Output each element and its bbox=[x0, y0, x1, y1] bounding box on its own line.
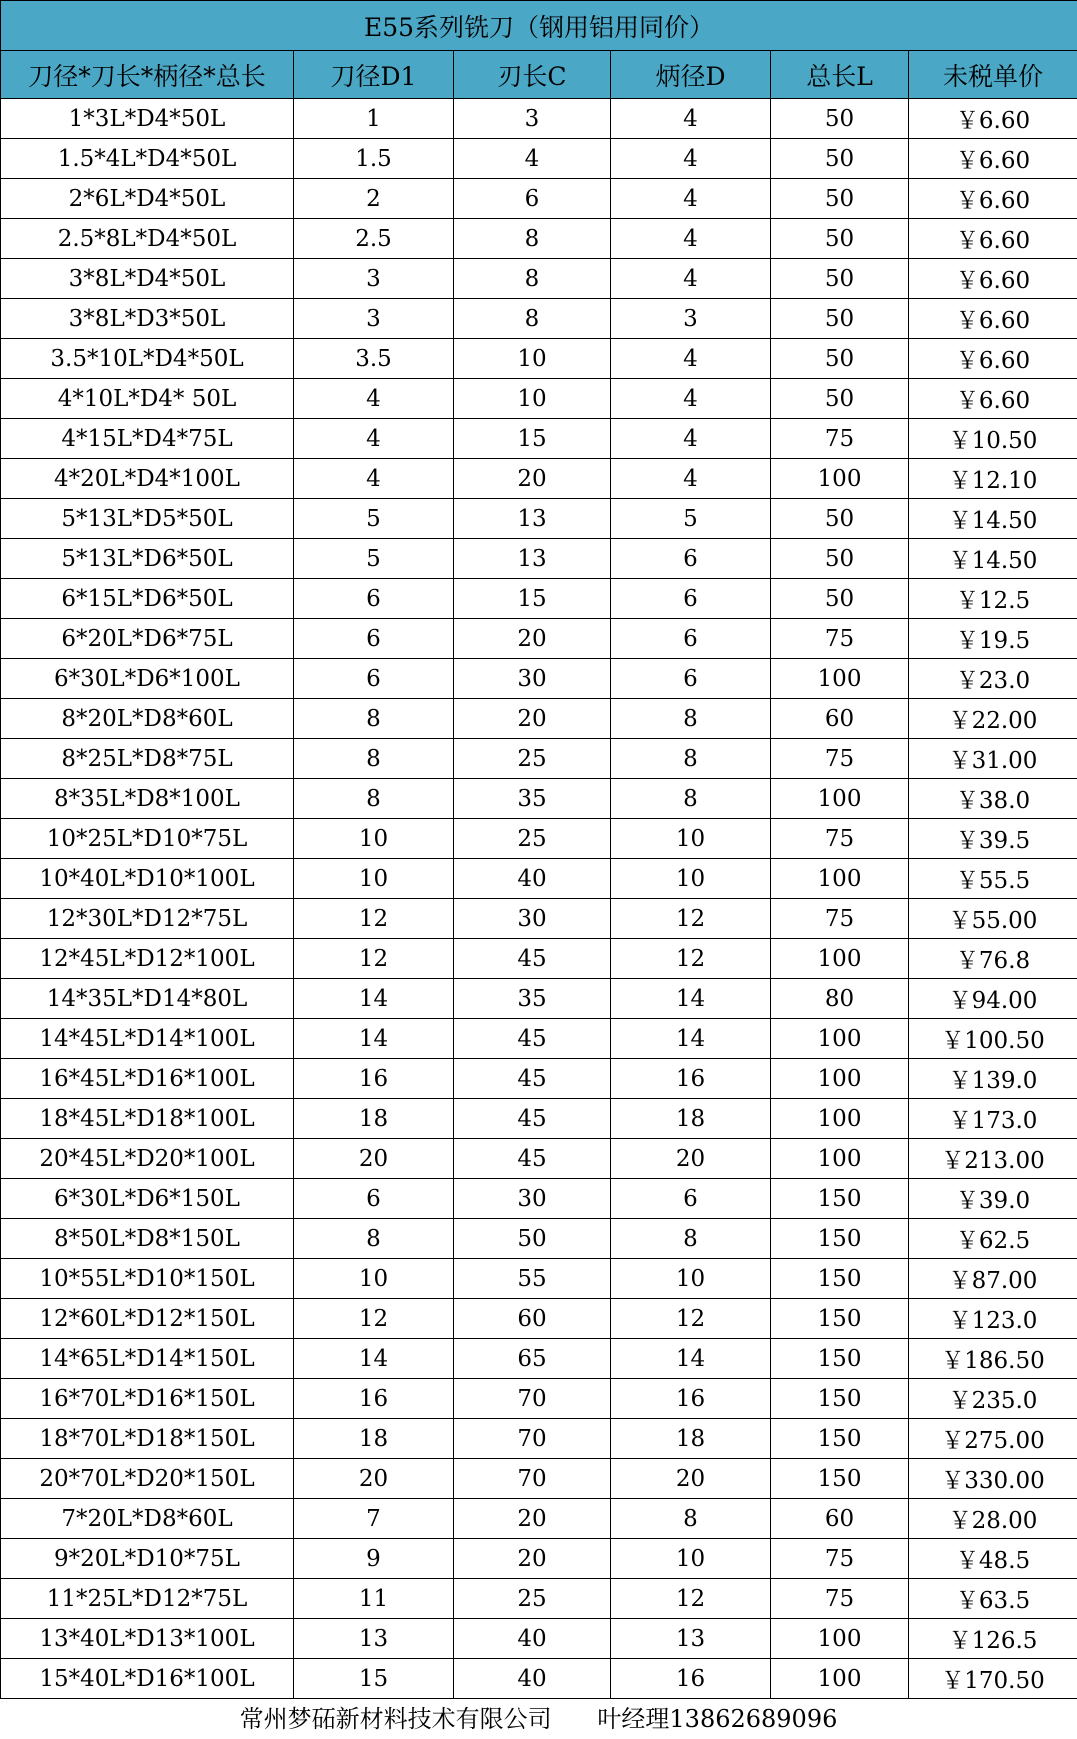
cell-blade-length: 70 bbox=[454, 1379, 611, 1419]
cell-price: ￥62.5 bbox=[909, 1219, 1077, 1259]
cell-price: ￥100.50 bbox=[909, 1019, 1077, 1059]
table-row bbox=[1, 299, 1077, 339]
cell-diameter: 16 bbox=[294, 1059, 454, 1099]
cell-spec: 6*30L*D6*100L bbox=[1, 659, 294, 699]
cell-total-length: 50 bbox=[771, 499, 909, 539]
cell-total-length: 100 bbox=[771, 1619, 909, 1659]
cell-shank-diameter: 16 bbox=[611, 1659, 771, 1699]
cell-spec: 4*10L*D4* 50L bbox=[1, 379, 294, 419]
cell-total-length: 150 bbox=[771, 1219, 909, 1259]
cell-total-length: 50 bbox=[771, 339, 909, 379]
table-row bbox=[1, 859, 1077, 899]
cell-price: ￥76.8 bbox=[909, 939, 1077, 979]
table-row bbox=[1, 739, 1077, 779]
cell-spec: 9*20L*D10*75L bbox=[1, 1539, 294, 1579]
title-row bbox=[1, 1, 1077, 51]
cell-spec: 16*45L*D16*100L bbox=[1, 1059, 294, 1099]
cell-diameter: 4 bbox=[294, 419, 454, 459]
cell-total-length: 50 bbox=[771, 219, 909, 259]
cell-blade-length: 20 bbox=[454, 1539, 611, 1579]
table-row bbox=[1, 1579, 1077, 1619]
cell-shank-diameter: 10 bbox=[611, 819, 771, 859]
cell-price: ￥6.60 bbox=[909, 379, 1077, 419]
cell-total-length: 75 bbox=[771, 899, 909, 939]
table-row bbox=[1, 1619, 1077, 1659]
cell-blade-length: 40 bbox=[454, 1659, 611, 1699]
cell-price: ￥14.50 bbox=[909, 539, 1077, 579]
cell-price: ￥170.50 bbox=[909, 1659, 1077, 1699]
header-blade-length: 刃长C bbox=[454, 51, 611, 99]
cell-total-length: 50 bbox=[771, 539, 909, 579]
cell-blade-length: 25 bbox=[454, 739, 611, 779]
cell-spec: 8*50L*D8*150L bbox=[1, 1219, 294, 1259]
cell-total-length: 50 bbox=[771, 259, 909, 299]
cell-spec: 7*20L*D8*60L bbox=[1, 1499, 294, 1539]
cell-diameter: 4 bbox=[294, 459, 454, 499]
cell-blade-length: 13 bbox=[454, 499, 611, 539]
cell-blade-length: 13 bbox=[454, 539, 611, 579]
cell-price: ￥186.50 bbox=[909, 1339, 1077, 1379]
table-row bbox=[1, 699, 1077, 739]
cell-blade-length: 55 bbox=[454, 1259, 611, 1299]
header-row bbox=[1, 51, 1077, 99]
cell-diameter: 1.5 bbox=[294, 139, 454, 179]
cell-spec: 6*20L*D6*75L bbox=[1, 619, 294, 659]
cell-diameter: 12 bbox=[294, 899, 454, 939]
cell-blade-length: 45 bbox=[454, 939, 611, 979]
cell-diameter: 5 bbox=[294, 499, 454, 539]
cell-shank-diameter: 6 bbox=[611, 539, 771, 579]
cell-shank-diameter: 16 bbox=[611, 1059, 771, 1099]
table-row bbox=[1, 1499, 1077, 1539]
cell-spec: 12*30L*D12*75L bbox=[1, 899, 294, 939]
cell-spec: 3*8L*D3*50L bbox=[1, 299, 294, 339]
cell-price: ￥330.00 bbox=[909, 1459, 1077, 1499]
cell-price: ￥6.60 bbox=[909, 179, 1077, 219]
cell-price: ￥38.0 bbox=[909, 779, 1077, 819]
cell-diameter: 12 bbox=[294, 1299, 454, 1339]
cell-shank-diameter: 14 bbox=[611, 1339, 771, 1379]
cell-spec: 12*60L*D12*150L bbox=[1, 1299, 294, 1339]
cell-blade-length: 65 bbox=[454, 1339, 611, 1379]
cell-blade-length: 45 bbox=[454, 1139, 611, 1179]
cell-spec: 12*45L*D12*100L bbox=[1, 939, 294, 979]
cell-diameter: 4 bbox=[294, 379, 454, 419]
cell-spec: 3.5*10L*D4*50L bbox=[1, 339, 294, 379]
cell-price: ￥28.00 bbox=[909, 1499, 1077, 1539]
cell-price: ￥55.5 bbox=[909, 859, 1077, 899]
footer bbox=[0, 1700, 1077, 1739]
header-spec: 刀径*刀长*柄径*总长 bbox=[1, 51, 294, 99]
cell-total-length: 100 bbox=[771, 459, 909, 499]
cell-shank-diameter: 14 bbox=[611, 979, 771, 1019]
cell-total-length: 150 bbox=[771, 1259, 909, 1299]
cell-spec: 15*40L*D16*100L bbox=[1, 1659, 294, 1699]
cell-blade-length: 10 bbox=[454, 339, 611, 379]
cell-total-length: 75 bbox=[771, 419, 909, 459]
cell-shank-diameter: 4 bbox=[611, 459, 771, 499]
cell-blade-length: 35 bbox=[454, 979, 611, 1019]
cell-spec: 5*13L*D5*50L bbox=[1, 499, 294, 539]
cell-price: ￥213.00 bbox=[909, 1139, 1077, 1179]
cell-blade-length: 3 bbox=[454, 99, 611, 139]
cell-shank-diameter: 6 bbox=[611, 619, 771, 659]
cell-price: ￥275.00 bbox=[909, 1419, 1077, 1459]
cell-blade-length: 30 bbox=[454, 659, 611, 699]
cell-spec: 2*6L*D4*50L bbox=[1, 179, 294, 219]
cell-shank-diameter: 8 bbox=[611, 1499, 771, 1539]
cell-diameter: 18 bbox=[294, 1099, 454, 1139]
table-row bbox=[1, 179, 1077, 219]
table-row bbox=[1, 379, 1077, 419]
cell-spec: 6*15L*D6*50L bbox=[1, 579, 294, 619]
table-row bbox=[1, 1059, 1077, 1099]
cell-shank-diameter: 4 bbox=[611, 179, 771, 219]
cell-diameter: 13 bbox=[294, 1619, 454, 1659]
cell-shank-diameter: 8 bbox=[611, 1219, 771, 1259]
cell-shank-diameter: 12 bbox=[611, 1299, 771, 1339]
cell-blade-length: 8 bbox=[454, 259, 611, 299]
cell-blade-length: 8 bbox=[454, 219, 611, 259]
cell-price: ￥31.00 bbox=[909, 739, 1077, 779]
cell-spec: 8*25L*D8*75L bbox=[1, 739, 294, 779]
cell-diameter: 8 bbox=[294, 779, 454, 819]
cell-total-length: 100 bbox=[771, 1659, 909, 1699]
cell-blade-length: 25 bbox=[454, 819, 611, 859]
cell-spec: 20*70L*D20*150L bbox=[1, 1459, 294, 1499]
table-row bbox=[1, 979, 1077, 1019]
cell-shank-diameter: 12 bbox=[611, 939, 771, 979]
cell-blade-length: 20 bbox=[454, 459, 611, 499]
cell-blade-length: 8 bbox=[454, 299, 611, 339]
cell-shank-diameter: 6 bbox=[611, 1179, 771, 1219]
cell-shank-diameter: 12 bbox=[611, 899, 771, 939]
cell-price: ￥235.0 bbox=[909, 1379, 1077, 1419]
header-total-length: 总长L bbox=[771, 51, 909, 99]
cell-spec: 18*45L*D18*100L bbox=[1, 1099, 294, 1139]
cell-price: ￥173.0 bbox=[909, 1099, 1077, 1139]
cell-price: ￥6.60 bbox=[909, 299, 1077, 339]
cell-spec: 10*55L*D10*150L bbox=[1, 1259, 294, 1299]
table-row bbox=[1, 1139, 1077, 1179]
cell-total-length: 75 bbox=[771, 819, 909, 859]
cell-price: ￥39.5 bbox=[909, 819, 1077, 859]
cell-diameter: 11 bbox=[294, 1579, 454, 1619]
cell-spec: 20*45L*D20*100L bbox=[1, 1139, 294, 1179]
cell-total-length: 50 bbox=[771, 99, 909, 139]
cell-blade-length: 20 bbox=[454, 1499, 611, 1539]
cell-diameter: 14 bbox=[294, 979, 454, 1019]
cell-total-length: 100 bbox=[771, 1019, 909, 1059]
cell-diameter: 10 bbox=[294, 819, 454, 859]
table-row bbox=[1, 1539, 1077, 1579]
cell-blade-length: 50 bbox=[454, 1219, 611, 1259]
cell-total-length: 100 bbox=[771, 1139, 909, 1179]
cell-price: ￥6.60 bbox=[909, 339, 1077, 379]
cell-shank-diameter: 6 bbox=[611, 659, 771, 699]
table-row bbox=[1, 1379, 1077, 1419]
cell-shank-diameter: 13 bbox=[611, 1619, 771, 1659]
table-row bbox=[1, 339, 1077, 379]
cell-spec: 3*8L*D4*50L bbox=[1, 259, 294, 299]
cell-total-length: 100 bbox=[771, 1099, 909, 1139]
cell-price: ￥12.5 bbox=[909, 579, 1077, 619]
table-row bbox=[1, 1259, 1077, 1299]
cell-price: ￥87.00 bbox=[909, 1259, 1077, 1299]
cell-blade-length: 30 bbox=[454, 1179, 611, 1219]
cell-blade-length: 60 bbox=[454, 1299, 611, 1339]
cell-diameter: 20 bbox=[294, 1459, 454, 1499]
cell-price: ￥139.0 bbox=[909, 1059, 1077, 1099]
cell-shank-diameter: 18 bbox=[611, 1099, 771, 1139]
table-row bbox=[1, 419, 1077, 459]
cell-diameter: 3 bbox=[294, 259, 454, 299]
cell-diameter: 9 bbox=[294, 1539, 454, 1579]
cell-spec: 5*13L*D6*50L bbox=[1, 539, 294, 579]
header-shank-diameter: 炳径D bbox=[611, 51, 771, 99]
table-row bbox=[1, 939, 1077, 979]
table-row bbox=[1, 259, 1077, 299]
cell-blade-length: 70 bbox=[454, 1419, 611, 1459]
table-row bbox=[1, 1219, 1077, 1259]
cell-spec: 16*70L*D16*150L bbox=[1, 1379, 294, 1419]
cell-total-length: 150 bbox=[771, 1339, 909, 1379]
table-row bbox=[1, 499, 1077, 539]
cell-spec: 8*20L*D8*60L bbox=[1, 699, 294, 739]
cell-price: ￥55.00 bbox=[909, 899, 1077, 939]
cell-diameter: 3.5 bbox=[294, 339, 454, 379]
cell-spec: 14*35L*D14*80L bbox=[1, 979, 294, 1019]
cell-diameter: 12 bbox=[294, 939, 454, 979]
cell-shank-diameter: 10 bbox=[611, 859, 771, 899]
cell-price: ￥10.50 bbox=[909, 419, 1077, 459]
table-row bbox=[1, 899, 1077, 939]
cell-total-length: 75 bbox=[771, 619, 909, 659]
cell-total-length: 50 bbox=[771, 179, 909, 219]
table-title: E55系列铣刀（钢用铝用同价） bbox=[1, 1, 1077, 51]
cell-price: ￥14.50 bbox=[909, 499, 1077, 539]
cell-blade-length: 10 bbox=[454, 379, 611, 419]
cell-shank-diameter: 8 bbox=[611, 739, 771, 779]
cell-total-length: 150 bbox=[771, 1379, 909, 1419]
cell-blade-length: 45 bbox=[454, 1059, 611, 1099]
table-row bbox=[1, 539, 1077, 579]
table-row bbox=[1, 619, 1077, 659]
cell-price: ￥6.60 bbox=[909, 259, 1077, 299]
cell-shank-diameter: 12 bbox=[611, 1579, 771, 1619]
cell-shank-diameter: 18 bbox=[611, 1419, 771, 1459]
cell-diameter: 7 bbox=[294, 1499, 454, 1539]
cell-price: ￥126.5 bbox=[909, 1619, 1077, 1659]
cell-diameter: 14 bbox=[294, 1019, 454, 1059]
cell-price: ￥6.60 bbox=[909, 219, 1077, 259]
cell-spec: 1*3L*D4*50L bbox=[1, 99, 294, 139]
cell-total-length: 60 bbox=[771, 1499, 909, 1539]
cell-price: ￥12.10 bbox=[909, 459, 1077, 499]
table-row bbox=[1, 659, 1077, 699]
header-price: 未税单价 bbox=[909, 51, 1077, 99]
cell-diameter: 3 bbox=[294, 299, 454, 339]
cell-total-length: 75 bbox=[771, 1539, 909, 1579]
cell-total-length: 80 bbox=[771, 979, 909, 1019]
cell-shank-diameter: 4 bbox=[611, 219, 771, 259]
cell-price: ￥94.00 bbox=[909, 979, 1077, 1019]
cell-price: ￥39.0 bbox=[909, 1179, 1077, 1219]
cell-total-length: 50 bbox=[771, 299, 909, 339]
table-row bbox=[1, 819, 1077, 859]
cell-shank-diameter: 4 bbox=[611, 419, 771, 459]
table-row bbox=[1, 1659, 1077, 1699]
company-name: 常州梦砳新材料技术有限公司 bbox=[239, 1705, 552, 1733]
cell-shank-diameter: 4 bbox=[611, 99, 771, 139]
cell-price: ￥48.5 bbox=[909, 1539, 1077, 1579]
cell-price: ￥22.00 bbox=[909, 699, 1077, 739]
table-row bbox=[1, 1459, 1077, 1499]
cell-total-length: 150 bbox=[771, 1179, 909, 1219]
table-row bbox=[1, 779, 1077, 819]
cell-total-length: 100 bbox=[771, 1059, 909, 1099]
cell-shank-diameter: 10 bbox=[611, 1539, 771, 1579]
cell-spec: 8*35L*D8*100L bbox=[1, 779, 294, 819]
cell-total-length: 100 bbox=[771, 939, 909, 979]
cell-spec: 1.5*4L*D4*50L bbox=[1, 139, 294, 179]
table-row bbox=[1, 219, 1077, 259]
cell-spec: 13*40L*D13*100L bbox=[1, 1619, 294, 1659]
cell-blade-length: 30 bbox=[454, 899, 611, 939]
cell-total-length: 150 bbox=[771, 1459, 909, 1499]
cell-shank-diameter: 5 bbox=[611, 499, 771, 539]
cell-diameter: 8 bbox=[294, 699, 454, 739]
table-row bbox=[1, 139, 1077, 179]
cell-shank-diameter: 16 bbox=[611, 1379, 771, 1419]
cell-shank-diameter: 4 bbox=[611, 259, 771, 299]
price-table-body bbox=[1, 1, 1077, 1699]
cell-blade-length: 6 bbox=[454, 179, 611, 219]
table-row bbox=[1, 99, 1077, 139]
cell-price: ￥23.0 bbox=[909, 659, 1077, 699]
cell-shank-diameter: 6 bbox=[611, 579, 771, 619]
cell-spec: 14*45L*D14*100L bbox=[1, 1019, 294, 1059]
table-row bbox=[1, 459, 1077, 499]
cell-shank-diameter: 20 bbox=[611, 1139, 771, 1179]
table-row bbox=[1, 579, 1077, 619]
contact-info: 叶经理13862689096 bbox=[597, 1705, 838, 1733]
cell-blade-length: 40 bbox=[454, 859, 611, 899]
cell-diameter: 18 bbox=[294, 1419, 454, 1459]
cell-blade-length: 45 bbox=[454, 1099, 611, 1139]
table-row bbox=[1, 1019, 1077, 1059]
cell-blade-length: 40 bbox=[454, 1619, 611, 1659]
cell-blade-length: 20 bbox=[454, 699, 611, 739]
cell-total-length: 150 bbox=[771, 1299, 909, 1339]
cell-blade-length: 15 bbox=[454, 579, 611, 619]
cell-total-length: 50 bbox=[771, 379, 909, 419]
cell-total-length: 150 bbox=[771, 1419, 909, 1459]
cell-shank-diameter: 20 bbox=[611, 1459, 771, 1499]
cell-spec: 4*15L*D4*75L bbox=[1, 419, 294, 459]
cell-shank-diameter: 8 bbox=[611, 779, 771, 819]
cell-total-length: 75 bbox=[771, 1579, 909, 1619]
table-row bbox=[1, 1419, 1077, 1459]
cell-diameter: 6 bbox=[294, 619, 454, 659]
cell-price: ￥6.60 bbox=[909, 99, 1077, 139]
cell-blade-length: 4 bbox=[454, 139, 611, 179]
cell-shank-diameter: 8 bbox=[611, 699, 771, 739]
cell-blade-length: 35 bbox=[454, 779, 611, 819]
cell-diameter: 2 bbox=[294, 179, 454, 219]
cell-price: ￥19.5 bbox=[909, 619, 1077, 659]
cell-spec: 4*20L*D4*100L bbox=[1, 459, 294, 499]
table-row bbox=[1, 1339, 1077, 1379]
cell-diameter: 8 bbox=[294, 1219, 454, 1259]
cell-diameter: 1 bbox=[294, 99, 454, 139]
cell-diameter: 6 bbox=[294, 1179, 454, 1219]
cell-shank-diameter: 14 bbox=[611, 1019, 771, 1059]
cell-blade-length: 45 bbox=[454, 1019, 611, 1059]
cell-shank-diameter: 10 bbox=[611, 1259, 771, 1299]
cell-diameter: 10 bbox=[294, 1259, 454, 1299]
cell-spec: 10*25L*D10*75L bbox=[1, 819, 294, 859]
cell-total-length: 100 bbox=[771, 779, 909, 819]
cell-shank-diameter: 4 bbox=[611, 339, 771, 379]
table-row bbox=[1, 1299, 1077, 1339]
cell-total-length: 60 bbox=[771, 699, 909, 739]
table-row bbox=[1, 1099, 1077, 1139]
cell-price: ￥123.0 bbox=[909, 1299, 1077, 1339]
cell-price: ￥63.5 bbox=[909, 1579, 1077, 1619]
cell-spec: 18*70L*D18*150L bbox=[1, 1419, 294, 1459]
cell-diameter: 10 bbox=[294, 859, 454, 899]
cell-total-length: 100 bbox=[771, 859, 909, 899]
cell-total-length: 50 bbox=[771, 579, 909, 619]
cell-total-length: 75 bbox=[771, 739, 909, 779]
cell-diameter: 16 bbox=[294, 1379, 454, 1419]
cell-spec: 10*40L*D10*100L bbox=[1, 859, 294, 899]
cell-diameter: 20 bbox=[294, 1139, 454, 1179]
cell-diameter: 6 bbox=[294, 659, 454, 699]
cell-spec: 14*65L*D14*150L bbox=[1, 1339, 294, 1379]
cell-blade-length: 25 bbox=[454, 1579, 611, 1619]
cell-blade-length: 15 bbox=[454, 419, 611, 459]
cell-diameter: 5 bbox=[294, 539, 454, 579]
cell-blade-length: 70 bbox=[454, 1459, 611, 1499]
cell-shank-diameter: 4 bbox=[611, 139, 771, 179]
header-diameter: 刀径D1 bbox=[294, 51, 454, 99]
cell-blade-length: 20 bbox=[454, 619, 611, 659]
cell-price: ￥6.60 bbox=[909, 139, 1077, 179]
cell-diameter: 6 bbox=[294, 579, 454, 619]
cell-total-length: 100 bbox=[771, 659, 909, 699]
cell-diameter: 14 bbox=[294, 1339, 454, 1379]
cell-diameter: 15 bbox=[294, 1659, 454, 1699]
cell-spec: 2.5*8L*D4*50L bbox=[1, 219, 294, 259]
cell-spec: 6*30L*D6*150L bbox=[1, 1179, 294, 1219]
cell-shank-diameter: 3 bbox=[611, 299, 771, 339]
cell-diameter: 2.5 bbox=[294, 219, 454, 259]
table-row bbox=[1, 1179, 1077, 1219]
cell-spec: 11*25L*D12*75L bbox=[1, 1579, 294, 1619]
cell-diameter: 8 bbox=[294, 739, 454, 779]
cell-shank-diameter: 4 bbox=[611, 379, 771, 419]
cell-total-length: 50 bbox=[771, 139, 909, 179]
